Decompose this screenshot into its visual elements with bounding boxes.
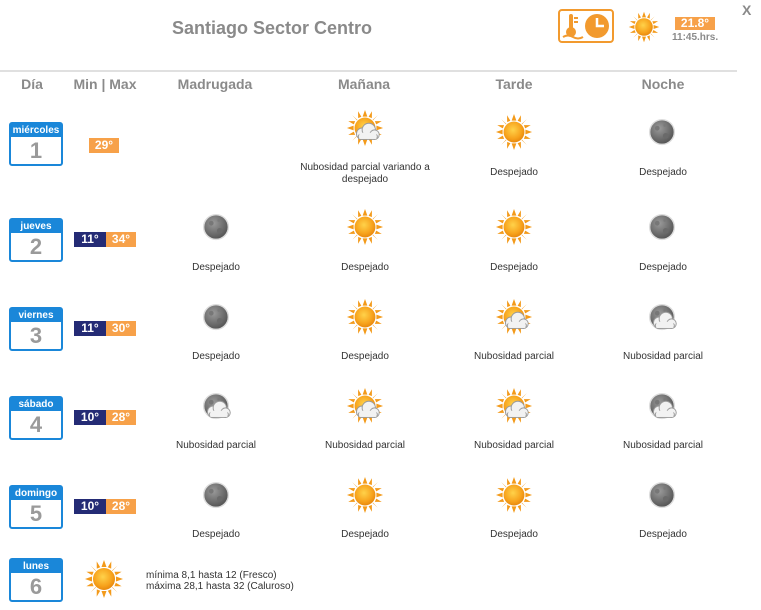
sun-cloud-icon (495, 387, 533, 425)
temp-min: 10° (74, 410, 106, 425)
sun-icon (346, 298, 384, 336)
desc-tarde-5: Despejado (490, 529, 538, 540)
day-card-3[interactable] (9, 307, 63, 351)
temp-min: 11° (74, 321, 106, 336)
desc-noche-1: Despejado (639, 167, 687, 178)
sun-icon (84, 559, 124, 599)
temp-max: 28° (106, 499, 136, 514)
col-header-minmax: Min | Max (73, 76, 137, 92)
desc-noche-3: Nubosidad parcial (622, 351, 704, 362)
desc-manana-2: Despejado (341, 262, 389, 273)
day-number: 1 (29, 138, 43, 163)
sun-cloud-icon (495, 298, 533, 336)
desc-manana-4: Nubosidad parcial (324, 440, 406, 451)
page-title: Santiago Sector Centro (172, 18, 373, 38)
current-time: 11:45.hrs. (672, 32, 719, 43)
day-number: 3 (29, 323, 43, 348)
day-number: 6 (29, 574, 43, 599)
desc-madrugada-2: Despejado (192, 262, 240, 273)
sun-icon (495, 208, 533, 246)
day-card-5[interactable] (9, 485, 63, 529)
sun-icon (346, 476, 384, 514)
day-card-2[interactable] (9, 218, 63, 262)
day-name: lunes (11, 560, 61, 573)
col-header-manana: Mañana (337, 76, 391, 92)
desc-noche-5: Despejado (639, 529, 687, 540)
day-name: sábado (11, 398, 61, 411)
desc-tarde-1: Despejado (490, 167, 538, 178)
moon-icon (643, 476, 681, 514)
desc-tarde-4: Nubosidad parcial (473, 440, 555, 451)
moon-icon (197, 476, 235, 514)
sun-cloud-icon (346, 109, 384, 147)
col-header-noche: Noche (641, 76, 685, 92)
desc-tarde-2: Despejado (490, 262, 538, 273)
col-header-day: Día (21, 76, 43, 92)
temp-max: 30° (106, 321, 136, 336)
day-card-1[interactable] (9, 122, 63, 166)
sun-cloud-icon (346, 387, 384, 425)
current-sun-icon (628, 11, 660, 43)
weather-station-clock-icon[interactable] (558, 9, 614, 43)
day-card-6[interactable] (9, 558, 63, 602)
temp-min: 10° (74, 499, 106, 514)
col-header-madrugada: Madrugada (177, 76, 253, 92)
moon-icon (643, 113, 681, 151)
moon-icon (197, 208, 235, 246)
moon-icon (643, 208, 681, 246)
col-header-tarde: Tarde (495, 76, 533, 92)
sun-icon (495, 476, 533, 514)
day-name: jueves (11, 220, 61, 233)
day-number: 5 (29, 501, 43, 526)
day-number: 4 (29, 412, 43, 437)
temp-max: 29° (89, 138, 119, 153)
desc-manana-5: Despejado (341, 529, 389, 540)
desc-manana-3: Despejado (341, 351, 389, 362)
day-name: viernes (11, 309, 61, 322)
day-name: miércoles (12, 125, 60, 136)
forecast-max-note: máxima 28,1 hasta 32 (Caluroso) (146, 581, 294, 592)
desc-manana-1: Nubosidad parcial variando a despejado (300, 162, 430, 185)
day-card-4[interactable] (9, 396, 63, 440)
sun-icon (346, 208, 384, 246)
desc-tarde-3: Nubosidad parcial (473, 351, 555, 362)
moon-cloud-icon (643, 298, 681, 336)
desc-madrugada-5: Despejado (192, 529, 240, 540)
temp-max: 34° (106, 232, 136, 247)
moon-cloud-icon (643, 387, 681, 425)
temp-max: 28° (106, 410, 136, 425)
moon-icon (197, 298, 235, 336)
day-name: domingo (11, 487, 61, 500)
day-number: 2 (29, 234, 43, 259)
current-temperature: 21.8° (675, 17, 715, 30)
close-button[interactable]: X (742, 2, 752, 18)
desc-noche-4: Nubosidad parcial (622, 440, 704, 451)
desc-madrugada-4: Nubosidad parcial (175, 440, 257, 451)
header-divider (0, 70, 737, 72)
sun-icon (495, 113, 533, 151)
desc-noche-2: Despejado (639, 262, 687, 273)
forecast-min-note: mínima 8,1 hasta 12 (Fresco) (146, 570, 277, 581)
moon-cloud-icon (197, 387, 235, 425)
desc-madrugada-3: Despejado (192, 351, 240, 362)
temp-min: 11° (74, 232, 106, 247)
